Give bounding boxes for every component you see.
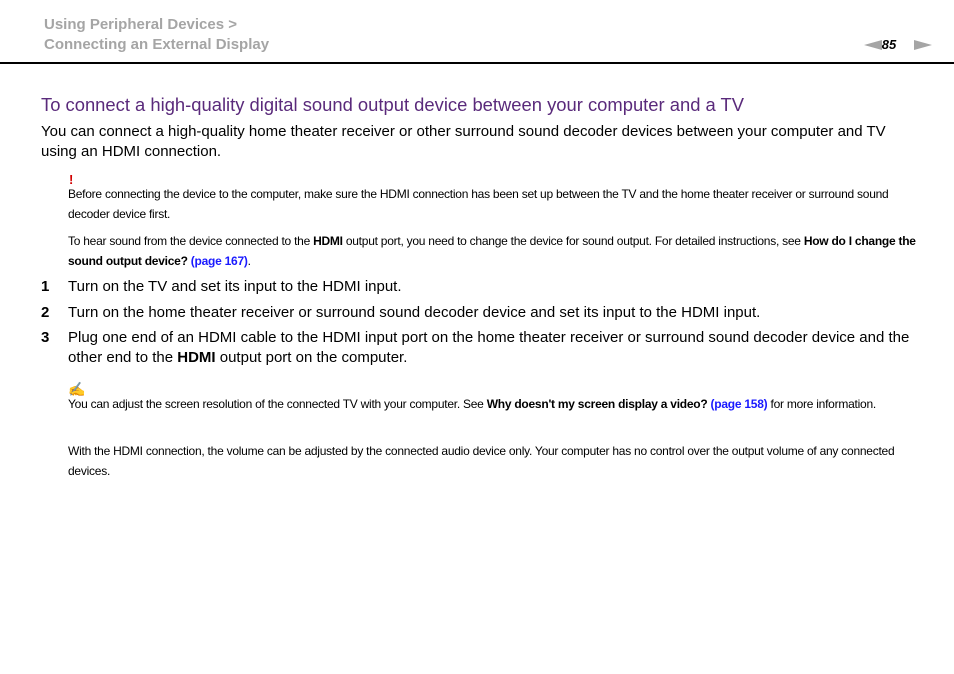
step-3-text: Plug one end of an HDMI cable to the HDMI input port on the home theater receiver or surround sound decoder device and the other end to the — [68, 329, 910, 366]
hint-note-2: With the HDMI connection, the volume can be adjusted by the connected audio device only. Your computer has no control over the output volume of any connected devices. — [68, 444, 895, 478]
hint-note-1 — [68, 394, 918, 414]
hint-note-1-text-end: for more information. — [767, 397, 876, 411]
hint-note-1-bold-question: Why doesn't my screen display a video? — [486, 397, 708, 411]
page-167-link[interactable]: (page 167) — [190, 254, 248, 268]
step-text — [68, 328, 918, 368]
warning-note-2-end: . — [247, 254, 251, 268]
breadcrumb-page[interactable]: Connecting an External Display — [44, 36, 270, 53]
step-3-text-end: output port on the computer. — [215, 349, 408, 366]
header-divider — [0, 62, 954, 64]
page-158-link[interactable]: (page 158) — [710, 397, 768, 411]
hint-note-1-text: You can adjust the screen resolution of the connected TV with your computer. See — [68, 397, 487, 411]
breadcrumb-section[interactable]: Using Peripheral Devices > — [44, 16, 238, 33]
page-number: 85 — [881, 37, 897, 52]
next-page-arrow-icon[interactable] — [914, 40, 932, 50]
warning-note-2-text: To hear sound from the device connected to the — [68, 234, 314, 248]
warning-note-2-text-cont: output port, you need to change the device for sound output. For detailed instructions, see — [342, 234, 804, 248]
step-text: Turn on the TV and set its input to the HDMI input. — [68, 278, 402, 295]
step-3-bold-hdmi: HDMI — [177, 349, 216, 366]
step-number: 2 — [41, 304, 50, 321]
warning-note-2-bold-hdmi: HDMI — [313, 234, 343, 248]
warning-note-2-bold-question: How do I change the sound output device? — [68, 234, 916, 268]
intro-paragraph: You can connect a high-quality home theater receiver or other surround sound decoder devices between your computer and TV using an HDMI connection. — [41, 123, 886, 160]
warning-icon: ! — [69, 172, 74, 187]
note-pencil-icon: ✍ — [68, 381, 86, 397]
section-title: To connect a high-quality digital sound output device between your computer and a TV — [41, 94, 745, 115]
warning-note-1: Before connecting the device to the computer, make sure the HDMI connection has been set up between the TV and the home theater receiver or surround sound decoder device first. — [68, 187, 889, 221]
step-number: 1 — [41, 278, 50, 295]
page-header — [0, 0, 954, 64]
step-text: Turn on the home theater receiver or surround sound decoder device and set its input to the HDMI input. — [68, 304, 761, 321]
step-number: 3 — [41, 329, 50, 346]
warning-note-2 — [68, 231, 918, 271]
